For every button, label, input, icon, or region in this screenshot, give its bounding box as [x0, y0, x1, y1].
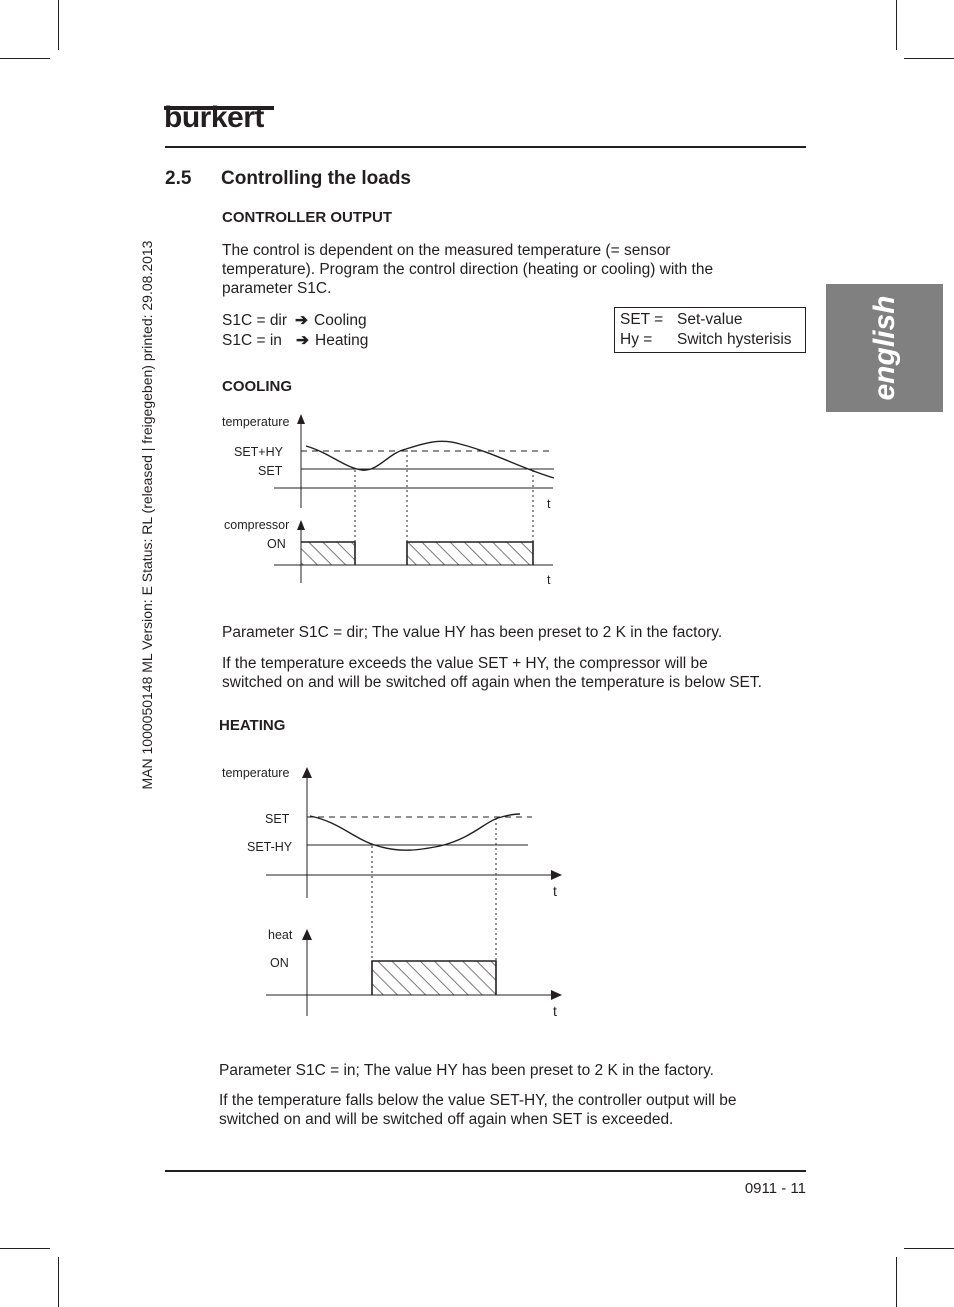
note-line: switched on and will be switched off again when SET is exceeded.	[219, 1111, 674, 1128]
mode-label: Cooling	[314, 312, 367, 329]
time-axis-label: t	[547, 497, 551, 511]
note-line: If the temperature exceeds the value SET + HY, the compressor will be	[222, 655, 708, 672]
intro-line: parameter S1C.	[222, 280, 332, 297]
note-line: switched on and will be switched off again when the temperature is below SET.	[222, 674, 762, 691]
page-number: 0911 - 11	[744, 1180, 806, 1197]
mode-param: S1C = dir	[222, 312, 288, 329]
upper-line-label: SET+HY	[234, 445, 283, 459]
cooling-diagram	[210, 408, 570, 593]
crop-mark	[904, 1248, 954, 1249]
time-axis-label: t	[553, 1003, 557, 1019]
language-tab	[826, 284, 943, 412]
temp-axis-label: temperature	[222, 415, 290, 429]
on-pulse	[407, 542, 533, 565]
output-axis-label: heat	[268, 928, 293, 942]
heating-note-2	[219, 1091, 737, 1129]
on-level-label: ON	[270, 956, 289, 970]
header-rule	[165, 146, 806, 148]
intro-paragraph	[222, 241, 713, 298]
axis-arrow	[551, 990, 562, 1000]
controller-output-heading: CONTROLLER OUTPUT	[222, 209, 392, 226]
note-line: If the temperature falls below the value SET-HY, the controller output will be	[219, 1092, 737, 1109]
on-pulse	[372, 961, 496, 995]
legend-value: Switch hysterisis	[677, 331, 792, 348]
axis-arrow	[297, 414, 305, 424]
cooling-heading: COOLING	[222, 378, 292, 395]
arrow-right-icon: ➔	[295, 312, 309, 329]
crop-mark	[58, 0, 59, 50]
on-pulse	[301, 542, 355, 565]
crop-mark	[0, 58, 50, 59]
section-number: 2.5	[165, 168, 192, 189]
legend-row	[620, 311, 742, 329]
brand-logo: bürkert	[164, 101, 264, 134]
axis-arrow	[302, 929, 312, 940]
footer-rule	[165, 1170, 806, 1172]
on-level-label: ON	[267, 537, 286, 551]
time-axis-label: t	[553, 883, 557, 899]
arrow-right-icon: ➔	[296, 332, 309, 349]
heating-note-1: Parameter S1C = in; The value HY has been preset to 2 K in the factory.	[219, 1062, 714, 1079]
intro-line: The control is dependent on the measured temperature (= sensor	[222, 242, 671, 259]
lower-line-label: SET-HY	[247, 840, 293, 854]
legend-row	[620, 331, 792, 349]
section-heading	[165, 168, 411, 190]
mode-heating	[222, 331, 368, 350]
axis-arrow	[551, 870, 562, 880]
language-tab-label: english	[867, 295, 901, 401]
axis-arrow	[302, 767, 312, 778]
crop-mark	[896, 0, 897, 50]
crop-mark	[0, 1248, 50, 1249]
cooling-note-1: Parameter S1C = dir; The value HY has been preset to 2 K in the factory.	[222, 624, 723, 641]
section-title: Controlling the loads	[221, 168, 411, 189]
legend-key: SET =	[620, 311, 664, 328]
legend-value: Set-value	[677, 311, 743, 328]
cooling-note-2	[222, 654, 762, 692]
crop-mark	[896, 1257, 897, 1307]
time-axis-label: t	[547, 573, 551, 587]
crop-mark	[58, 1257, 59, 1307]
output-axis-label: compressor	[224, 518, 290, 532]
axis-arrow	[297, 520, 305, 530]
legend-key: Hy =	[620, 331, 653, 348]
mode-label: Heating	[315, 332, 369, 349]
temp-axis-label: temperature	[222, 766, 290, 780]
upper-line-label: SET	[265, 812, 290, 826]
lower-line-label: SET	[258, 464, 283, 478]
crop-mark	[904, 58, 954, 59]
mode-cooling	[222, 311, 367, 330]
mode-param: S1C = in	[222, 332, 282, 349]
heating-heading: HEATING	[219, 717, 286, 734]
intro-line: temperature). Program the control direction (heating or cooling) with the	[222, 261, 714, 278]
margin-note-text: MAN 1000050148 ML Version: E Status: RL (released | freigegeben) printed: 29.08.2013	[139, 240, 155, 790]
temperature-curve	[306, 441, 554, 478]
heating-diagram	[210, 758, 570, 1023]
legend-box	[614, 307, 806, 353]
